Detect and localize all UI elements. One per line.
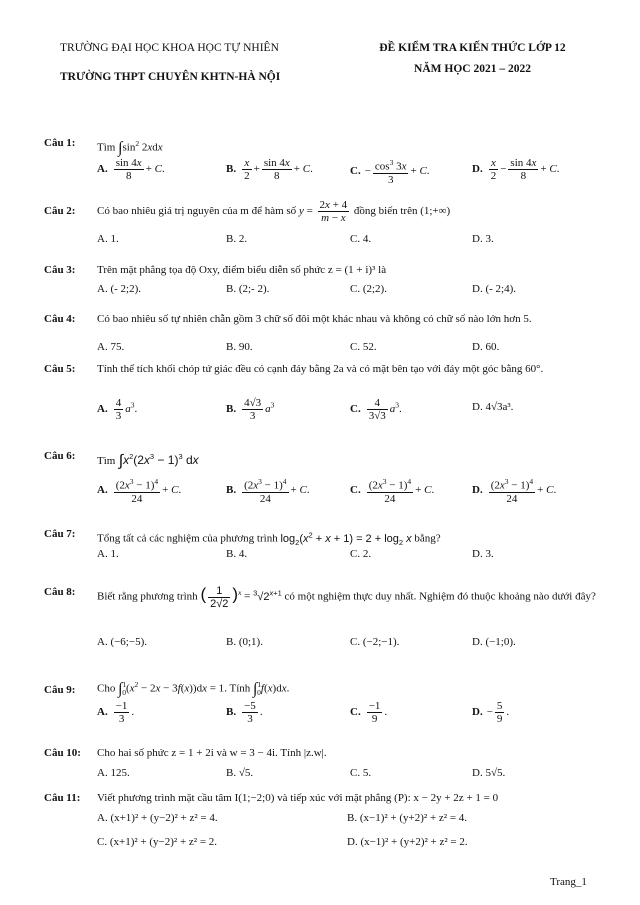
question-number: Câu 4: bbox=[44, 313, 76, 325]
question-6 bbox=[44, 450, 604, 505]
question-2 bbox=[44, 199, 604, 245]
exam-title: ĐỀ KIỂM TRA KIẾN THỨC LỚP 12 bbox=[379, 42, 566, 54]
option-b[interactable]: B. $\frac{x}{2}$ + $\frac{\sin 4x}{8}$ + C. bbox=[226, 157, 313, 182]
option-d[interactable]: D. 60. bbox=[472, 341, 500, 353]
option-b[interactable]: B. 90. bbox=[226, 341, 253, 353]
option-a[interactable]: A. 125. bbox=[97, 767, 130, 779]
answer-options bbox=[97, 157, 597, 187]
option-c[interactable]: C. $\frac{(2x^3 - 1)^4}{24}$ + C. bbox=[350, 477, 435, 505]
question-7 bbox=[44, 528, 604, 564]
question-number: Câu 8: bbox=[44, 586, 76, 598]
answer-options bbox=[97, 812, 597, 858]
school-name: TRƯỜNG THPT CHUYÊN KHTN-HÀ NỘI bbox=[60, 71, 281, 83]
option-b[interactable]: B. √5. bbox=[226, 767, 254, 779]
option-b[interactable]: B. $\frac{-5}{3}$ . bbox=[226, 700, 263, 725]
question-number: Câu 9: bbox=[44, 684, 76, 696]
option-c[interactable]: C. (x+1)² + (y−2)² + z² = 2. bbox=[97, 836, 218, 848]
question-10 bbox=[44, 747, 604, 781]
option-a[interactable]: A. 1. bbox=[97, 548, 119, 560]
option-c[interactable]: C. − $\frac{\cos^3 3x}{3}$ + C. bbox=[350, 158, 430, 186]
option-c[interactable]: C. 2. bbox=[350, 548, 372, 560]
question-text: Trên mặt phẳng tọa độ Oxy, điểm biểu diễn số phức z = (1 + i)³ là bbox=[97, 264, 387, 276]
option-d[interactable]: D. $\frac{x}{2}$ − $\frac{\sin 4x}{8}$ + C. bbox=[472, 157, 560, 182]
option-d[interactable]: D. 4√3a³. bbox=[472, 401, 514, 413]
option-d[interactable]: D. (−1;0). bbox=[472, 636, 516, 648]
option-c[interactable]: C. 5. bbox=[350, 767, 372, 779]
option-b[interactable]: B. 4. bbox=[226, 548, 248, 560]
question-text: Tìm $\int x^2(2x^3 - 1)^3$ dx bbox=[97, 452, 199, 470]
option-c[interactable]: C. $\frac{-1}{9}$ . bbox=[350, 700, 388, 725]
option-b[interactable]: B. 2. bbox=[226, 233, 248, 245]
option-d[interactable]: D. (x−1)² + (y+2)² + z² = 2. bbox=[347, 836, 468, 848]
question-number: Câu 3: bbox=[44, 264, 76, 276]
answer-options bbox=[97, 233, 597, 263]
question-text: Viết phương trình mặt cầu tâm I(1;−2;0) và tiếp xúc với mặt phẳng (P): x − 2y + 2z + 1 = 0 bbox=[97, 792, 499, 804]
option-d[interactable]: D. 3. bbox=[472, 233, 494, 245]
option-b[interactable]: B. (x−1)² + (y+2)² + z² = 4. bbox=[347, 812, 468, 824]
option-b[interactable]: B. (0;1). bbox=[226, 636, 263, 648]
option-a[interactable]: A. $\frac{(2x^3 - 1)^4}{24}$ + C. bbox=[97, 477, 182, 505]
option-c[interactable]: C. (−2;−1). bbox=[350, 636, 400, 648]
option-a[interactable]: A. (x+1)² + (y−2)² + z² = 4. bbox=[97, 812, 218, 824]
question-text: Tính thể tích khối chóp tứ giác đều có cạnh đáy bằng 2a và có mặt bên tạo với đáy một góc bằng 60°. bbox=[97, 363, 544, 375]
option-a[interactable]: A. $\frac{-1}{3}$ . bbox=[97, 700, 135, 725]
question-9 bbox=[44, 672, 604, 734]
answer-options bbox=[97, 397, 597, 427]
answer-options bbox=[97, 700, 597, 730]
question-number: Câu 5: bbox=[44, 363, 76, 375]
option-c[interactable]: C. (2;2). bbox=[350, 283, 387, 295]
answer-options bbox=[97, 476, 597, 506]
question-text: Có bao nhiêu số tự nhiên chẵn gồm 3 chữ số đôi một khác nhau và không có chữ số nào lớn hơn 5. bbox=[97, 313, 532, 325]
answer-options bbox=[97, 548, 597, 578]
option-c[interactable]: C. 52. bbox=[350, 341, 377, 353]
option-a[interactable]: A. $\frac{\sin 4x}{8}$ + C. bbox=[97, 157, 165, 182]
answer-options bbox=[97, 636, 597, 666]
option-b[interactable]: B. $\frac{4√3}{3}$ $a^3$ bbox=[226, 397, 275, 422]
page-number: Trang_1 bbox=[550, 876, 587, 888]
answer-options bbox=[97, 283, 597, 313]
option-c[interactable]: C. $\frac{4}{3√3}$ $a^3$. bbox=[350, 397, 402, 422]
question-3 bbox=[44, 264, 604, 296]
question-text: Cho $\int^1_0(x^2 - 2x - 3f(x))dx = 1$. Tính ∫$^1_0$f(x)dx. bbox=[97, 680, 290, 698]
option-d[interactable]: D. 5√5. bbox=[472, 767, 506, 779]
question-number: Câu 10: bbox=[44, 747, 81, 759]
question-number: Câu 7: bbox=[44, 528, 76, 540]
option-d[interactable]: D. 3. bbox=[472, 548, 494, 560]
question-8 bbox=[44, 578, 604, 648]
option-a[interactable]: A. 75. bbox=[97, 341, 125, 353]
option-b[interactable]: B. (2;- 2). bbox=[226, 283, 270, 295]
option-a[interactable]: A. (−6;−5). bbox=[97, 636, 147, 648]
question-text: Cho hai số phức z = 1 + 2i và w = 3 − 4i. Tính |z.w|. bbox=[97, 747, 327, 759]
question-4 bbox=[44, 313, 604, 355]
question-text: Có bao nhiêu giá trị nguyên của m để hàm số y = $\frac{2x + 4}{m - x}$ đồng biến trên (1;+∞) bbox=[97, 199, 451, 224]
question-number: Câu 2: bbox=[44, 205, 76, 217]
question-5 bbox=[44, 363, 604, 423]
question-number: Câu 1: bbox=[44, 137, 76, 149]
exam-year: NĂM HỌC 2021 – 2022 bbox=[414, 63, 531, 75]
question-text: Biết rằng phương trình ( $\frac{1}{2√2}$ )$^x = ^3√2^{x+1}$ có một nghiệm thực duy nhất. Nghiệm đó thuộc khoảng nào dưới đây? bbox=[97, 584, 596, 610]
option-d[interactable]: D. − $\frac{5}{9}$ . bbox=[472, 700, 510, 725]
question-number: Câu 11: bbox=[44, 792, 81, 804]
question-number: Câu 6: bbox=[44, 450, 76, 462]
option-a[interactable]: A. 1. bbox=[97, 233, 119, 245]
option-a[interactable]: A. (- 2;2). bbox=[97, 283, 141, 295]
question-text: Tổng tất cả các nghiệm của phương trình $\log_2(x^2 + x + 1) = 2 + \log_2 x$ bằng? bbox=[97, 530, 441, 547]
option-a[interactable]: A. $\frac{4}{3}$ $a^3$. bbox=[97, 397, 138, 422]
option-d[interactable]: D. $\frac{(2x^3 - 1)^4}{24}$ + C. bbox=[472, 477, 557, 505]
question-text: Tìm $\int\sin^2$ 2xdx bbox=[97, 139, 163, 157]
option-d[interactable]: D. (- 2;4). bbox=[472, 283, 516, 295]
question-11 bbox=[44, 792, 604, 852]
question-1 bbox=[44, 137, 604, 187]
option-c[interactable]: C. 4. bbox=[350, 233, 372, 245]
university-name: TRƯỜNG ĐẠI HỌC KHOA HỌC TỰ NHIÊN bbox=[60, 42, 279, 54]
option-b[interactable]: B. $\frac{(2x^3 - 1)^4}{24}$ + C. bbox=[226, 477, 310, 505]
